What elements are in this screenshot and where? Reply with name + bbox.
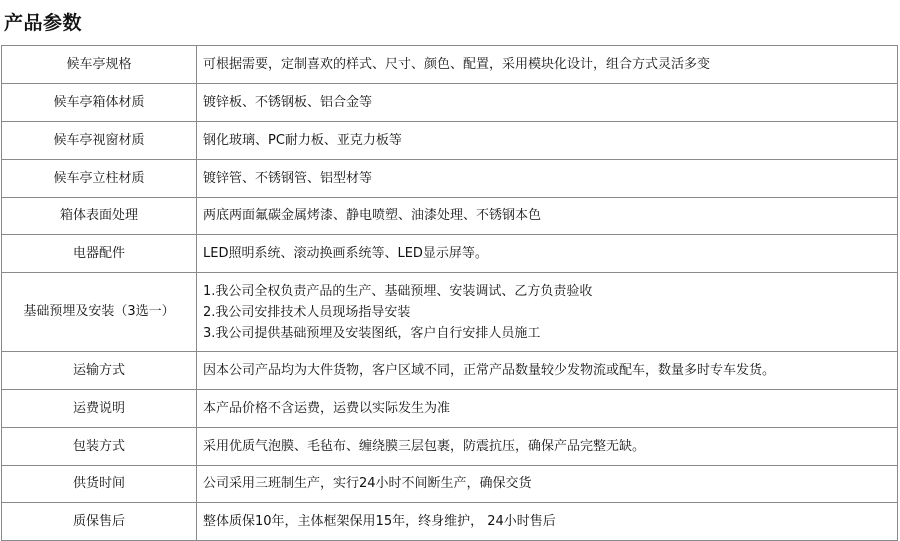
table-row-electrical	[2, 235, 898, 273]
row-value: LED照明系统、滚动换画系统等、LED显示屏等。	[197, 235, 898, 273]
table-row-installation	[2, 273, 898, 352]
row-label: 基础预埋及安装（3选一）	[2, 273, 197, 352]
row-label: 包装方式	[2, 428, 197, 466]
row-value: 两底两面氟碳金属烤漆、静电喷塑、油漆处理、不锈钢本色	[197, 198, 898, 235]
table-row-warranty	[2, 503, 898, 541]
table-row-transport	[2, 352, 898, 390]
row-label: 候车亭立柱材质	[2, 160, 197, 198]
table-row-delivery-time	[2, 466, 898, 503]
row-label: 电器配件	[2, 235, 197, 273]
row-value: 因本公司产品均为大件货物，客户区域不同，正常产品数量较少发物流或配车，数量多时专车发货。	[197, 352, 898, 390]
row-value: 镀锌管、不锈钢管、铝型材等	[197, 160, 898, 198]
row-value: 整体质保10年，主体框架保用15年，终身维护， 24小时售后	[197, 503, 898, 541]
installation-option-1: 1.我公司全权负责产品的生产、基础预埋、安装调试、乙方负责验收	[203, 283, 593, 299]
row-label: 运费说明	[2, 390, 197, 428]
table-row-shipping-fee	[2, 390, 898, 428]
row-label: 候车亭箱体材质	[2, 84, 197, 122]
row-value: 镀锌板、不锈钢板、铝合金等	[197, 84, 898, 122]
row-label: 箱体表面处理	[2, 198, 197, 235]
row-label: 候车亭视窗材质	[2, 122, 197, 160]
installation-option-2: 2.我公司安排技术人员现场指导安装	[203, 304, 411, 320]
row-label: 供货时间	[2, 466, 197, 503]
table-row-window-material	[2, 122, 898, 160]
table-row-pillar-material	[2, 160, 898, 198]
row-value: 公司采用三班制生产，实行24小时不间断生产，确保交货	[197, 466, 898, 503]
row-label: 运输方式	[2, 352, 197, 390]
table-row-spec	[2, 46, 898, 84]
page-title: 产品参数	[4, 12, 83, 34]
table-row-packaging	[2, 428, 898, 466]
table-row-box-material	[2, 84, 898, 122]
row-value: 钢化玻璃、PC耐力板、亚克力板等	[197, 122, 898, 160]
row-label: 质保售后	[2, 503, 197, 541]
row-label: 候车亭规格	[2, 46, 197, 84]
row-value: 本产品价格不含运费，运费以实际发生为准	[197, 390, 898, 428]
row-value: 可根据需要，定制喜欢的样式、尺寸、颜色、配置，采用模块化设计，组合方式灵活多变	[197, 46, 898, 84]
installation-option-3: 3.我公司提供基础预埋及安装图纸，客户自行安排人员施工	[203, 325, 541, 341]
product-spec-table	[1, 45, 898, 541]
row-value: 采用优质气泡膜、毛毡布、缠绕膜三层包裹，防震抗压，确保产品完整无缺。	[197, 428, 898, 466]
row-value	[197, 273, 898, 352]
table-row-surface-treatment	[2, 198, 898, 235]
